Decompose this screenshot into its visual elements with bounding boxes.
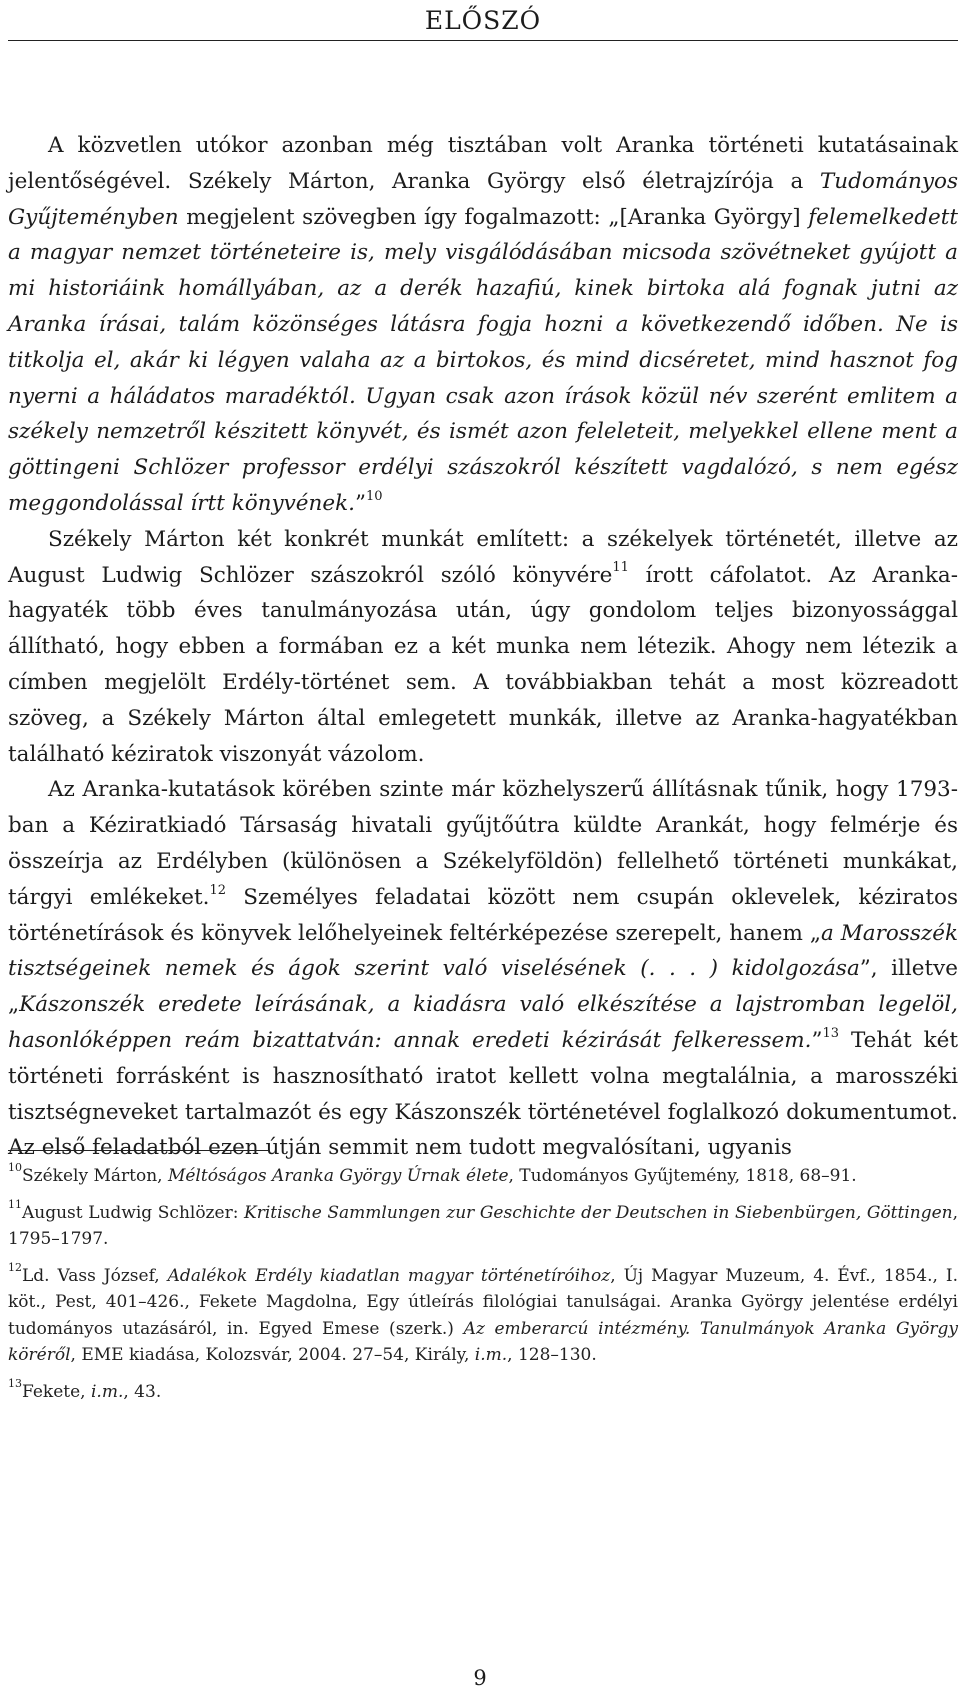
paragraph-1-text-cont: megjelent szövegben így fogalmazott: „[Aranka György] <box>178 204 809 230</box>
paragraph-3-connector: ”, illetve „ <box>8 956 958 1018</box>
footnote-text: , 43. <box>123 1381 162 1402</box>
footnote-13 <box>8 1376 958 1406</box>
footnote-text: , 128–130. <box>507 1345 597 1365</box>
footnote-abbrev: i.m. <box>474 1345 508 1365</box>
footnote-ref-13[interactable]: 13 <box>822 1025 840 1041</box>
footnote-text: Ld. Vass József, <box>22 1265 168 1286</box>
paragraph-3-text-end: Tehát két történeti forrásként is hasznosítható iratot kellett volna megtalálnia, a marosszéki tisztségneveket tartalmazót és egy Kászonszék történetével foglalkozó dokumentumot. Az első feladatból ezen útján semmit nem tudott megvalósítani, ugyanis <box>8 1027 958 1161</box>
footnote-title: Kritische Sammlungen zur Geschichte der Deutschen in Siebenbürgen, Göttingen <box>244 1202 953 1223</box>
footnote-ref-10[interactable]: 10 <box>365 488 383 504</box>
footnote-ref-11[interactable]: 11 <box>612 560 629 576</box>
quotation-marosszek: a Marosszék tisztségeinek nemek és ágok szerint való viselésének (. . . ) kidolgozása <box>8 920 958 982</box>
quotation: felemelkedett a magyar nemzet történeteire is, mely visgálódásában micsoda szövétneket gyújott a mi historiáink homállyában, az a derék hazafiú, kinek birtoka alá fognak jutni az Aranka írásai, talám közönséges látásra fogja hozni a következendő időben. Ne is titkolja el, akár ki légyen valaha az a birtokos, és mind dicséretet, mind hasznot fog nyerni a háládatos maradéktól. Ugyan csak azon írások közül név szerént emlitem a székely nemzetről készitett könyvét, és ismét azon feleleteit, melyekkel ellene ment a göttingeni Schlözer professor erdélyi szászokról készített vagdalózó, s nem egész meggondolással írtt könyvének. <box>8 204 958 516</box>
footnote-number: 13 <box>8 1376 22 1390</box>
running-header: ELŐSZÓ <box>424 6 542 35</box>
footnote-text: Székely Márton, <box>22 1166 168 1186</box>
main-text <box>8 128 958 1166</box>
header-rule <box>8 40 958 41</box>
footnote-11 <box>8 1197 958 1253</box>
footnote-12 <box>8 1260 958 1369</box>
footnote-text: , 1795–1797. <box>8 1202 958 1249</box>
footnote-10 <box>8 1163 958 1190</box>
paragraph-2-text: Székely Márton két konkrét munkát említett: a székelyek történetét, illetve az August Ludwig Schlözer szászokról szóló könyvére <box>8 526 958 588</box>
page-number: 9 <box>473 1666 487 1690</box>
paragraph-3-text-cont: Személyes feladatai között nem csupán oklevelek, kéziratos történetírások és könyvek lelőhelyeinek feltérképezése szerepelt, hanem „ <box>8 884 958 946</box>
footnote-text: , Új Magyar Muzeum, 4. Évf., 1854., I. köt., Pest, 401–426., Fekete Magdolna, Egy útleírás filológiai tanulságai. Aranka György jelentése erdélyi tudományos utazásáról, in. Egyed Emese (szerk.) <box>8 1265 958 1339</box>
footnote-text: Fekete, <box>22 1381 91 1402</box>
paragraph-1 <box>8 128 958 522</box>
quote-close: ” <box>354 490 366 516</box>
footnote-abbrev: i.m. <box>91 1381 124 1402</box>
footnote-title: Az emberarcú intézmény. Tanulmányok Aranka György köréről <box>8 1318 958 1365</box>
footnote-number: 10 <box>8 1161 22 1175</box>
footnotes <box>8 1163 958 1415</box>
footnote-number: 12 <box>8 1260 22 1274</box>
paragraph-1-text: A közvetlen utókor azonban még tisztában volt Aranka történeti kutatásainak jelentőségével. Székely Márton, Aranka György első életrajzírója a <box>8 133 958 194</box>
quote-close: ” <box>811 1027 823 1053</box>
journal-title: Tudományos Gyűjteményben <box>8 168 958 230</box>
footnote-rule <box>8 1150 270 1151</box>
footnote-number: 11 <box>8 1197 22 1211</box>
footnote-text: , Tudományos Gyűjtemény, 1818, 68–91. <box>508 1166 857 1186</box>
footnote-title: Méltóságos Aranka György Úrnak élete <box>167 1166 509 1186</box>
paragraph-2 <box>8 522 958 773</box>
paragraph-3 <box>8 772 958 1166</box>
footnote-text: August Ludwig Schlözer: <box>22 1202 245 1223</box>
quotation-kaszonszek: Kászonszék eredete leírásának, a kiadásra való elkészítése a lajstromban legelöl, hasonlóképpen reám bizattatván: annak eredeti kézirását felkeressem. <box>8 992 958 1053</box>
footnote-text: , EME kiadása, Kolozsvár, 2004. 27–54, Király, <box>70 1345 475 1365</box>
footnote-title: Adalékok Erdély kiadatlan magyar történetíróihoz <box>167 1265 611 1286</box>
paragraph-3-text: Az Aranka-kutatások körében szinte már közhelyszerű állításnak tűnik, hogy 1793-ban a Kéziratkiadó Társaság hivatali gyűjtőútra küldte Arankát, hogy felmérje és összeírja az Erdélyben (különösen a Székelyföldön) fellelhető történeti munkákat, tárgyi emlékeket. <box>8 777 958 910</box>
paragraph-2-text-cont: írott cáfolatot. Az Aranka-hagyaték több éves tanulmányozása után, úgy gondolom teljes bizonyossággal állítható, hogy ebben a formában ez a két munka nem létezik. Ahogy nem létezik a címben megjelölt Erdély-történet sem. A továbbiakban tehát a most közreadott szöveg, a Székely Márton által emlegetett munkák, illetve az Aranka-hagyatékban található kéziratok viszonyát vázolom. <box>8 562 958 767</box>
footnote-ref-12[interactable]: 12 <box>209 882 226 898</box>
